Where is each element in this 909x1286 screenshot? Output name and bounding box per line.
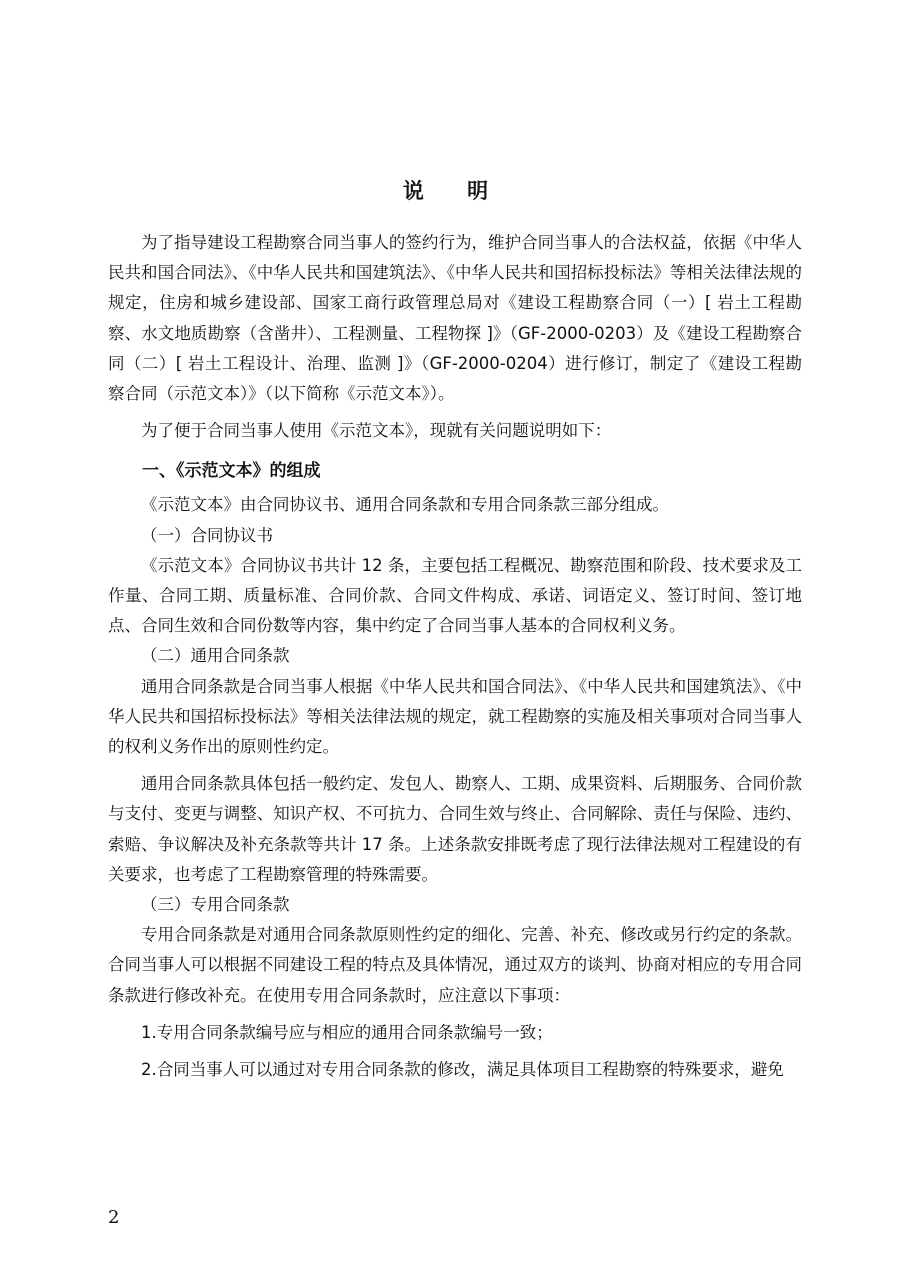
special-terms-item-2: 2.合同当事人可以通过对专用合同条款的修改，满足具体项目工程勘察的特殊要求，避免 — [141, 1060, 784, 1080]
subsection-title-agreement: （一）合同协议书 — [141, 525, 273, 545]
page-title: 说 明 — [402, 179, 507, 203]
general-terms-paragraph-1: 通用合同条款是合同当事人根据《中华人民共和国合同法》、《中华人民共和国建筑法》、《中华人民共和国招标投标法》等相关法律法规的规定，就工程勘察的实施及相关事项对合同当事人的权利义务作出的原则性约定。 — [108, 676, 802, 757]
page-number: 2 — [108, 1207, 120, 1228]
special-terms-paragraph: 专用合同条款是对通用合同条款原则性约定的细化、完善、补充、修改或另行约定的条款。合同当事人可以根据不同建设工程的特点及具体情况，通过双方的谈判、协商对相应的专用合同条款进行修改补充。在使用专用合同条款时，应注意以下事项： — [108, 925, 802, 1005]
special-terms-item-1: 1.专用合同条款编号应与相应的通用合同条款编号一致； — [141, 1022, 553, 1042]
section-heading-composition: 一、《示范文本》的组成 — [142, 461, 321, 482]
composition-intro-paragraph: 《示范文本》由合同协议书、通用合同条款和专用合同条款三部分组成。 — [141, 495, 669, 515]
subsection-title-general-terms: （二）通用合同条款 — [141, 646, 290, 666]
general-terms-paragraph-2: 通用合同条款具体包括一般约定、发包人、勘察人、工期、成果资料、后期服务、合同价款与支付、变更与调整、知识产权、不可抗力、合同生效与终止、合同解除、责任与保险、违约、索赔、争议解决及补充条款等共计 17 条。上述条款安排既考虑了现行法律法规对工程建设的有关要求，也考虑了工程勘察管理的特殊需要。 — [108, 774, 802, 884]
usage-note-paragraph: 为了便于合同当事人使用《示范文本》，现就有关问题说明如下： — [141, 421, 612, 441]
agreement-paragraph: 《示范文本》合同协议书共计 12 条，主要包括工程概况、勘察范围和阶段、技术要求及工作量、合同工期、质量标准、合同价款、合同文件构成、承诺、词语定义、签订时间、签订地点、合同生效和合同份数等内容，集中约定了合同当事人基本的合同权利义务。 — [108, 555, 802, 636]
subsection-title-special-terms: （三）专用合同条款 — [141, 895, 290, 915]
intro-paragraph: 为了指导建设工程勘察合同当事人的签约行为，维护合同当事人的合法权益，依据《中华人民共和国合同法》、《中华人民共和国建筑法》、《中华人民共和国招标投标法》等相关法律法规的规定，住房和城乡建设部、国家工商行政管理总局对《建设工程勘察合同（一）[ 岩土工程勘察、水文地质勘察（含凿井）、工程测量、工程物探 ]》（GF-2000-0203）及《建设工程勘察合同（二）[ 岩土工程设计、治理、监测 ]》（GF-2000-0204）进行修订，制定了《建设工程勘察合同（示范文本）》（以下简称《示范文本》）。 — [108, 233, 802, 404]
document-body — [108, 228, 802, 1085]
